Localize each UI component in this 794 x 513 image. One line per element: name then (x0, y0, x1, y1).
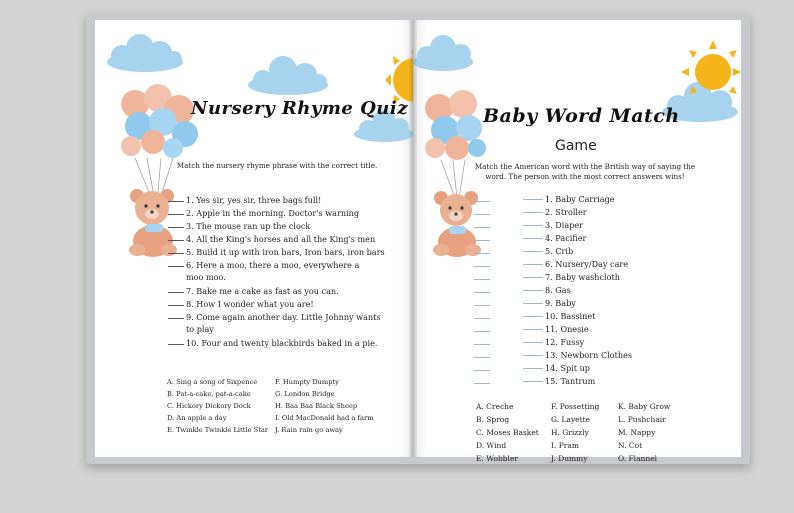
answer-option: J. Dummy (551, 454, 588, 463)
answer-blank[interactable] (474, 253, 490, 254)
list-item: 10. Bassinet (523, 311, 595, 321)
answer-option: G. London Bridge (275, 390, 335, 398)
answer-option: I. Old MacDonald had a farm (275, 414, 374, 422)
list-item: 14. Spit up (523, 363, 590, 373)
answer-option: D. An apple a day (167, 414, 227, 422)
list-item: 4. All the King's horses and all the King's men (168, 234, 375, 244)
answer-blank[interactable] (168, 240, 184, 241)
answer-option: B. Sprog (476, 415, 510, 424)
list-item-continued: to play (186, 324, 214, 334)
answer-option: O. Flannel (618, 454, 658, 463)
answer-option: K. Baby Grow (618, 402, 671, 411)
list-item-continued: moo moo. (186, 272, 226, 282)
answer-blank[interactable] (474, 331, 490, 332)
answer-blank[interactable] (168, 253, 184, 254)
answer-option: H. Grizzly (551, 428, 589, 437)
answer-blank[interactable] (474, 305, 490, 306)
right-page (413, 20, 741, 463)
answer-blank[interactable] (168, 318, 184, 319)
list-item: 5. Crib (523, 246, 573, 256)
answer-option: B. Pat-a-cake, pat-a-cake (167, 390, 251, 398)
answer-option: N. Cot (618, 441, 643, 450)
answer-option: F. Humpty Dumpty (275, 378, 339, 386)
answer-blank[interactable] (474, 214, 490, 215)
answer-option: M. Nappy (618, 428, 656, 437)
answer-blank[interactable] (168, 214, 184, 215)
list-item: 2. Stroller (523, 207, 587, 217)
answer-blank[interactable] (168, 344, 184, 345)
list-item: 6. Here a moo, there a moo, everywhere a (168, 260, 359, 270)
cloud-icon (100, 32, 190, 74)
answer-blank[interactable] (474, 292, 490, 293)
list-item: 9. Come again another day. Little Johnny wants (168, 312, 381, 322)
list-item: 6. Nursery/Day care (523, 259, 628, 269)
answer-option: A. Sing a song of Sixpence (167, 378, 258, 386)
cloud-icon (243, 55, 333, 97)
answer-blank[interactable] (474, 370, 490, 371)
list-item: 8. Gas (523, 285, 571, 295)
answer-option: I. Pram (551, 441, 579, 450)
answer-blank[interactable] (168, 292, 184, 293)
answer-option: C. Hickory Dickory Dock (167, 402, 251, 410)
answer-option: D. Wind (476, 441, 507, 450)
answer-blank[interactable] (474, 344, 490, 345)
answer-blank[interactable] (474, 227, 490, 228)
answer-blank[interactable] (474, 357, 490, 358)
answer-blank[interactable] (168, 266, 184, 267)
teddy-bear-icon (429, 188, 489, 262)
answer-option: L. Pushchair (618, 415, 666, 424)
list-item: 7. Bake me a cake as fast as you can. (168, 286, 339, 296)
list-item: 8. How I wonder what you are! (168, 299, 314, 309)
instruction-text: Match the American word with the British way of saying the word. The person with the most correct answers wins! (474, 162, 696, 181)
list-item: 3. The mouse ran up the clock (168, 221, 310, 231)
answer-option: F. Possetting (551, 402, 600, 411)
answer-option: A. Creche (476, 402, 514, 411)
list-item: 2. Apple in the morning. Doctor's warning (168, 208, 359, 218)
balloon-bunch-icon (113, 82, 203, 162)
list-item: 10. Four and twenty blackbirds baked in a pie. (168, 338, 377, 348)
answer-blank[interactable] (474, 383, 490, 384)
list-item: 7. Baby washcloth (523, 272, 620, 282)
answer-blank[interactable] (474, 318, 490, 319)
list-item: 15. Tantrum (523, 376, 595, 386)
list-item: 3. Diaper (523, 220, 583, 230)
list-item: 1. Yes sir, yes sir, three bags full! (168, 195, 321, 205)
list-item: 1. Baby Carriage (523, 194, 615, 204)
answer-blank[interactable] (474, 266, 490, 267)
page-title: Nursery Rhyme Quiz (191, 98, 408, 119)
answer-option: H. Baa Baa Black Sheep (275, 402, 358, 410)
instruction-text: Match the nursery rhyme phrase with the correct title. (176, 161, 378, 170)
answer-option: C. Moses Basket (476, 428, 539, 437)
page-title: Baby Word Match (483, 105, 680, 127)
page-subtitle: Game (555, 138, 597, 154)
list-item: 13. Newborn Clothes (523, 350, 632, 360)
left-page (95, 20, 413, 457)
answer-blank[interactable] (168, 201, 184, 202)
answer-option: J. Rain rain go away (275, 426, 343, 434)
answer-option: G. Layette (551, 415, 591, 424)
answer-option: E. Twinkle Twinkle Little Star (167, 426, 269, 434)
list-item: 4. Pacifier (523, 233, 586, 243)
sun-icon (675, 38, 741, 104)
list-item: 9. Baby (523, 298, 576, 308)
list-item: 5. Build it up with iron bars, Iron bars, iron bars (168, 247, 385, 257)
list-item: 11. Onesie (523, 324, 589, 334)
answer-blank[interactable] (474, 201, 490, 202)
answer-blank[interactable] (474, 240, 490, 241)
book-spine-gutter (409, 20, 417, 457)
cloud-icon (413, 34, 477, 74)
answer-blank[interactable] (474, 279, 490, 280)
list-item: 12. Fussy (523, 337, 584, 347)
answer-option: E. Wobbler (476, 454, 518, 463)
answer-blank[interactable] (168, 305, 184, 306)
answer-blank[interactable] (168, 227, 184, 228)
